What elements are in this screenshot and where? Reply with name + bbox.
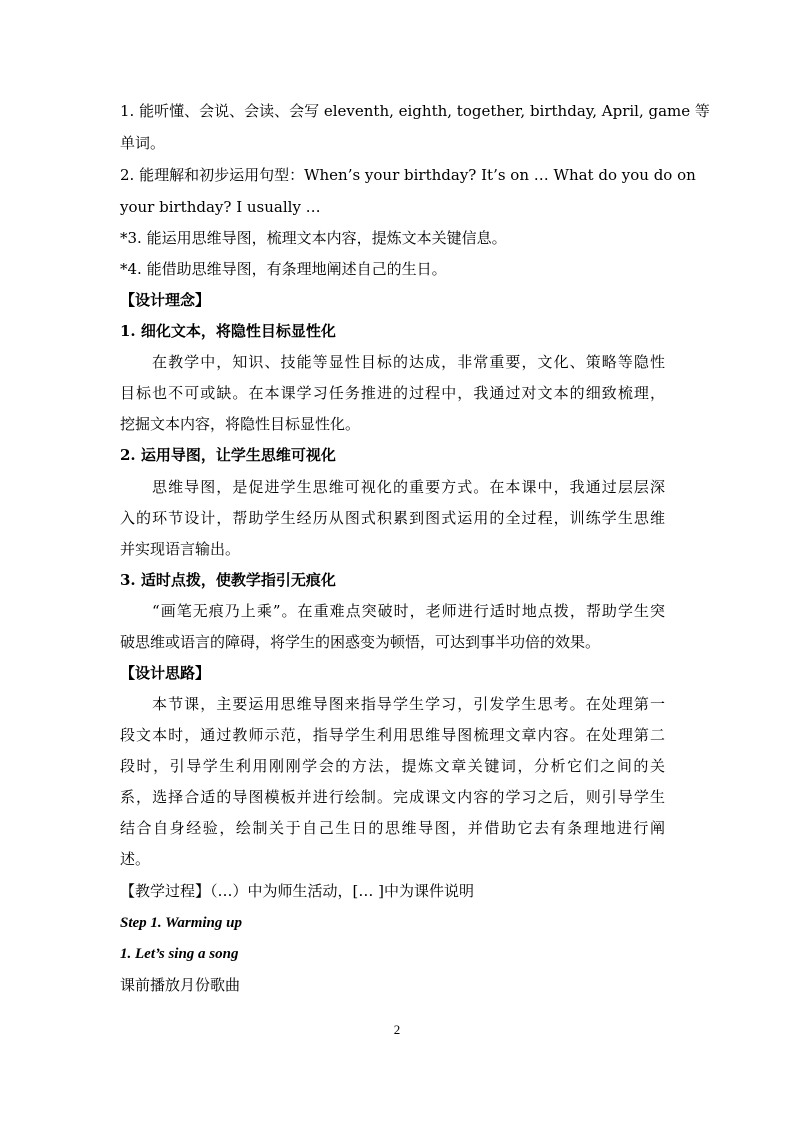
concept-2-line-3: 并实现语言输出。 bbox=[120, 540, 241, 558]
objective-1-line-1: 1. 能听懂、会说、会读、会写 eleventh, eighth, together, birthday, April, game 等 bbox=[120, 102, 710, 120]
concept-1-line-1: 在教学中，知识、技能等显性目标的达成，非常重要，文化、策略等隐性 bbox=[152, 353, 665, 371]
process-heading: 【教学过程】 bbox=[120, 882, 211, 900]
objective-2-line-2: your birthday? I usually … bbox=[120, 198, 321, 216]
design-idea-line-5: 结合自身经验，绘制关于自己生日的思维导图，并借助它去有条理地进行阐 bbox=[120, 819, 665, 837]
design-idea-heading: 【设计思路】 bbox=[120, 664, 211, 682]
concept-1-title: 1. 细化文本，将隐性目标显性化 bbox=[120, 322, 336, 340]
step-1-sub-1: 1. Let’s sing a song bbox=[120, 946, 239, 962]
design-idea-line-6: 述。 bbox=[120, 850, 151, 868]
concept-2-title: 2. 运用导图，让学生思维可视化 bbox=[120, 446, 336, 464]
concept-1-line-3: 挖掘文本内容，将隐性目标显性化。 bbox=[120, 415, 361, 433]
design-idea-line-2: 段文本时，通过教师示范，指导学生利用思维导图梳理文章内容。在处理第二 bbox=[120, 726, 665, 744]
objective-2-line-1: 2. 能理解和初步运用句型：When’s your birthday? It’s on … What do you do on bbox=[120, 166, 696, 184]
concept-3-line-1: “画笔无痕乃上乘”。在重难点突破时，老师进行适时地点拨，帮助学生突 bbox=[152, 602, 665, 620]
process-heading-row bbox=[120, 879, 665, 903]
design-idea-line-1: 本节课，主要运用思维导图来指导学生学习，引发学生思考。在处理第一 bbox=[152, 695, 665, 713]
design-idea-line-4: 系，选择合适的导图模板并进行绘制。完成课文内容的学习之后，则引导学生 bbox=[120, 788, 665, 806]
concept-2-line-1: 思维导图，是促进学生思维可视化的重要方式。在本课中，我通过层层深 bbox=[152, 478, 665, 496]
step-1-title: Step 1. Warming up bbox=[120, 915, 242, 931]
step-1-sub-1-text: 课前播放月份歌曲 bbox=[120, 976, 241, 994]
concept-3-title: 3. 适时点拨，使教学指引无痕化 bbox=[120, 571, 336, 589]
objective-3: *3. 能运用思维导图，梳理文本内容，提炼文本关键信息。 bbox=[120, 229, 507, 247]
page-number: 2 bbox=[393, 1022, 401, 1037]
objective-1-line-2: 单词。 bbox=[120, 134, 166, 152]
design-concept-heading: 【设计理念】 bbox=[120, 291, 211, 309]
concept-1-line-2: 目标也不可或缺。在本课学习任务推进的过程中，我通过对文本的细致梳理， bbox=[120, 384, 665, 402]
objective-4: *4. 能借助思维导图，有条理地阐述自己的生日。 bbox=[120, 260, 447, 278]
process-note: （…）中为师生活动，[… ]中为课件说明 bbox=[210, 882, 474, 900]
concept-3-line-2: 破思维或语言的障碍，将学生的困惑变为顿悟，可达到事半功倍的效果。 bbox=[120, 633, 601, 651]
concept-2-line-2: 入的环节设计，帮助学生经历从图式积累到图式运用的全过程，训练学生思维 bbox=[120, 509, 665, 527]
design-idea-line-3: 段时，引导学生利用刚刚学会的方法，提炼文章关键词，分析它们之间的关 bbox=[120, 757, 665, 775]
